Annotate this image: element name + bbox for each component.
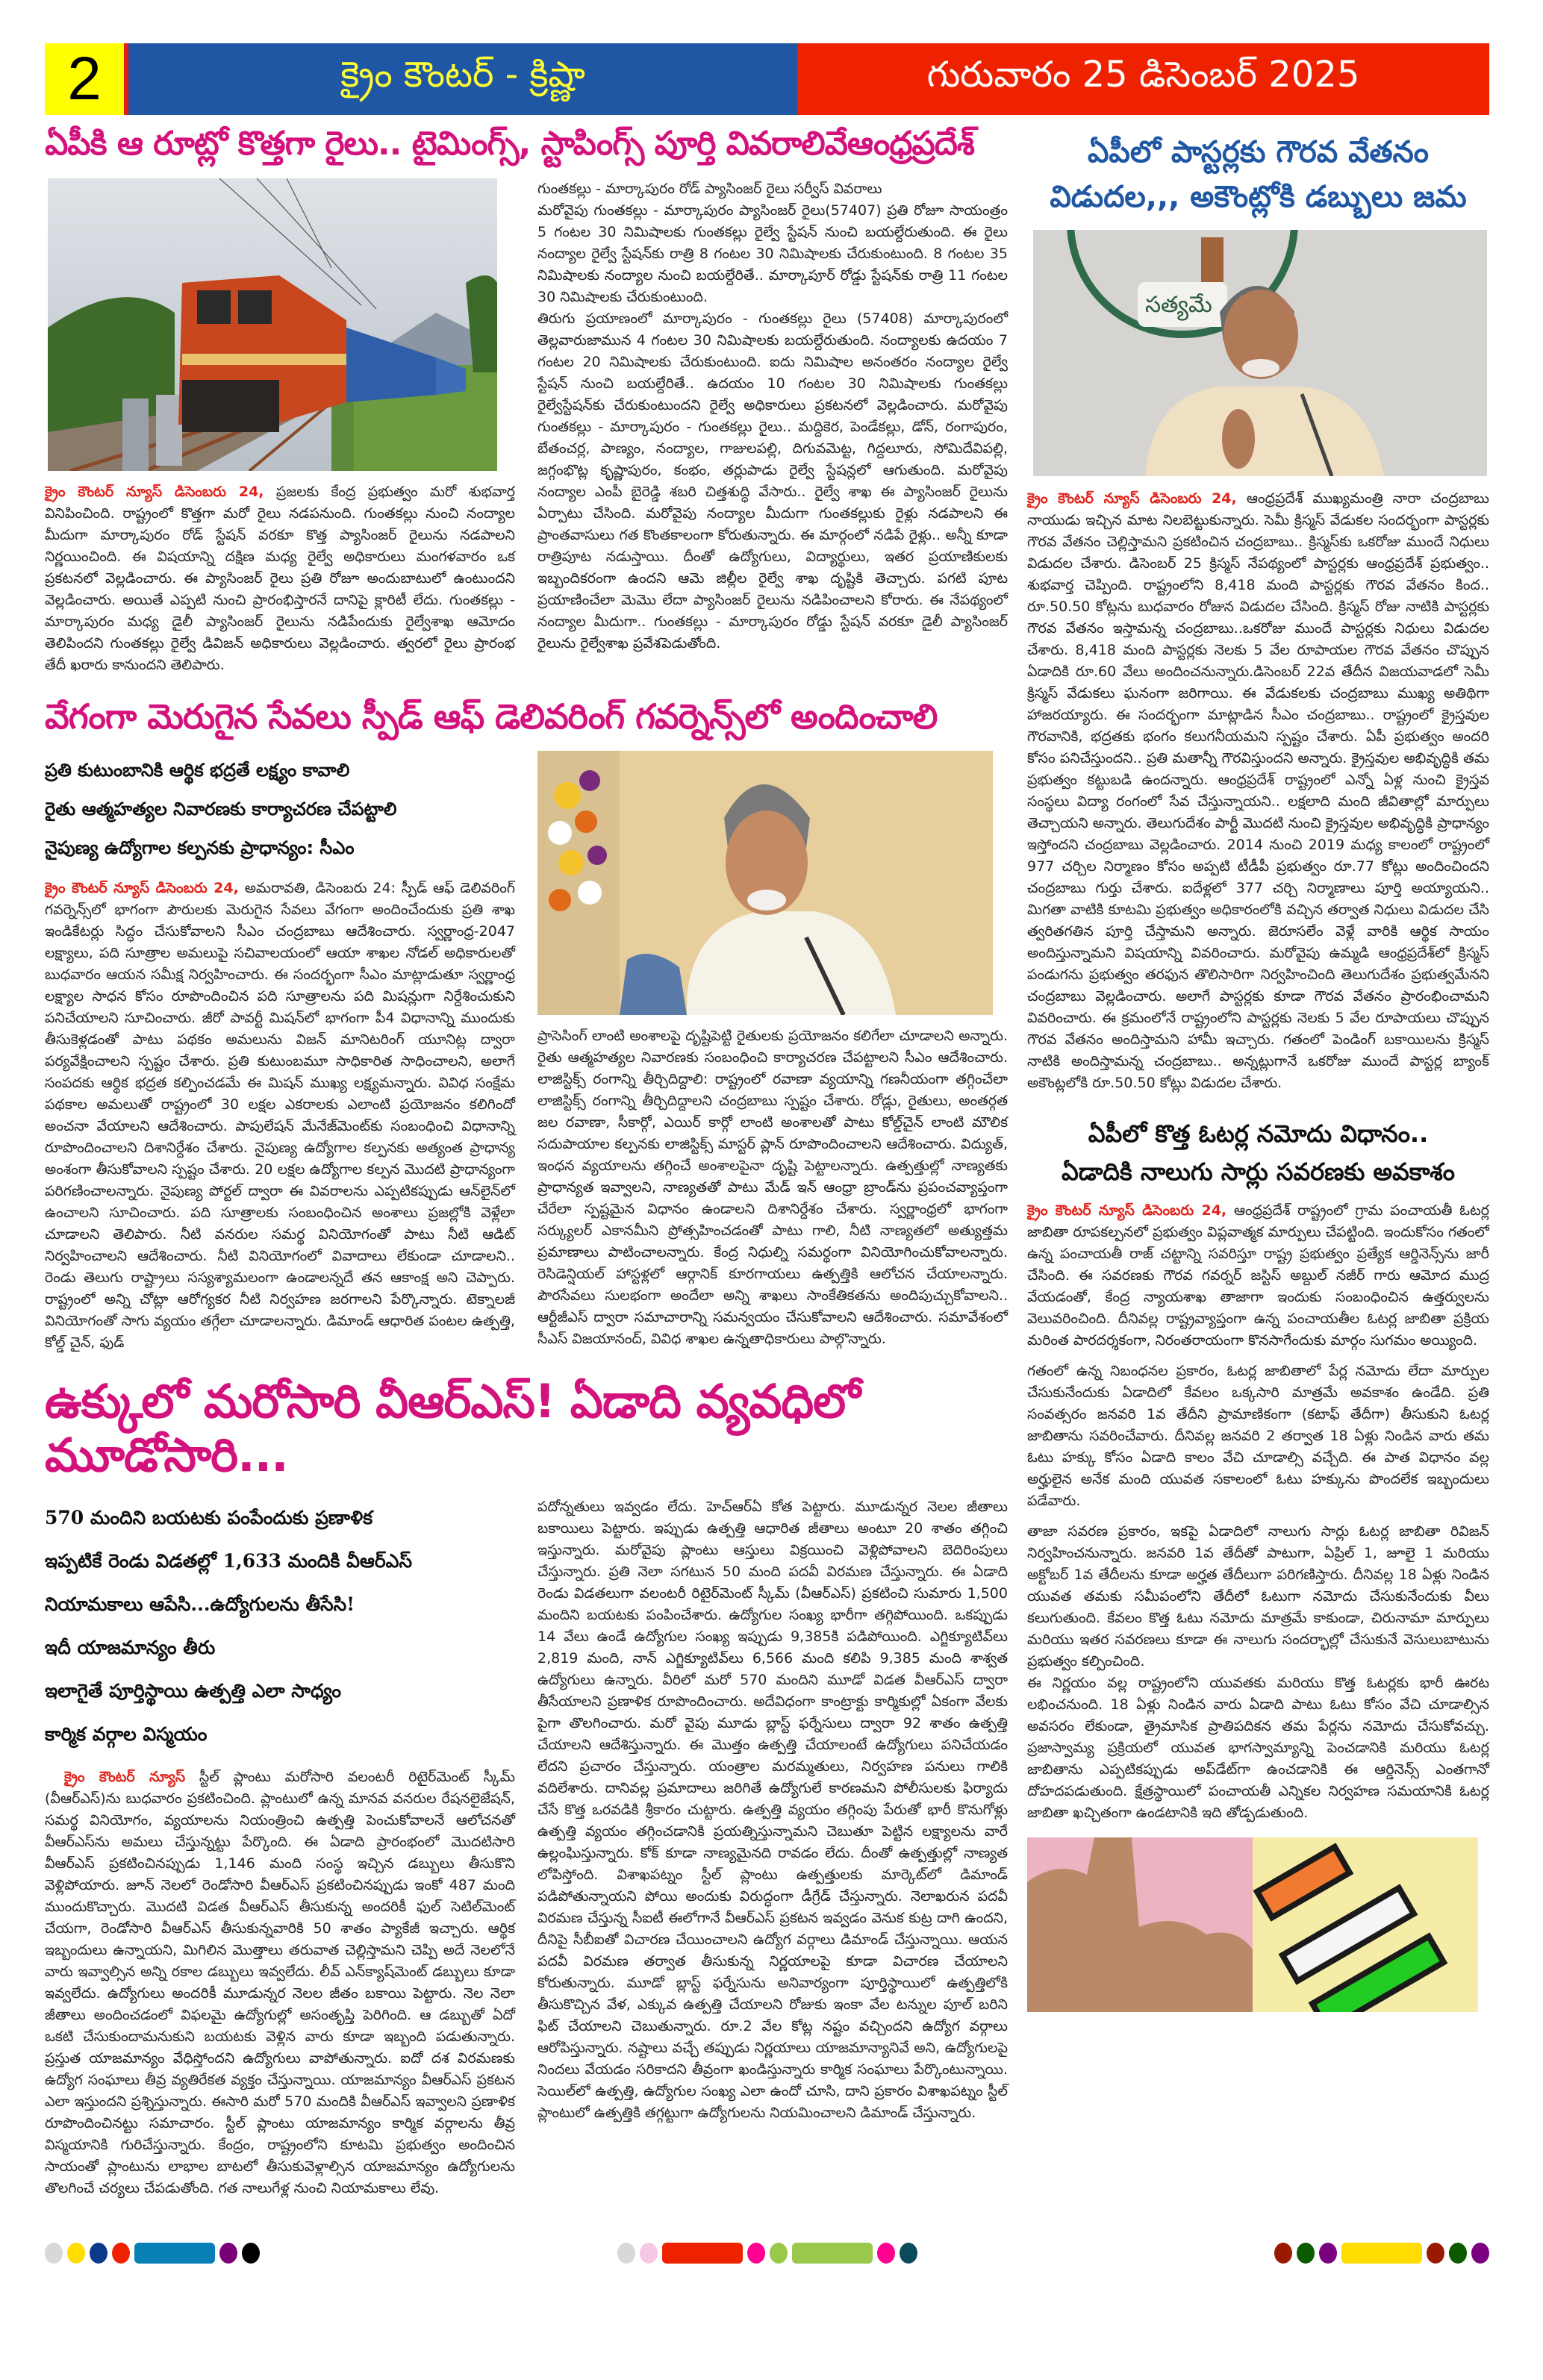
pastors-article-body — [1027, 488, 1489, 1094]
footer-color-dot — [67, 2243, 85, 2264]
vrs-article — [45, 1375, 1008, 2199]
footer-color-block — [134, 2243, 215, 2264]
footer-color-dot — [90, 2243, 107, 2264]
footer-dots-row — [45, 2243, 1489, 2264]
governance-article-col2 — [537, 1025, 1008, 1350]
voters-p2: గతంలో ఉన్న నిబంధనల ప్రకారం, ఓటర్ల జాబితాలో పేర్ల నమోదు లేదా మార్పుల చేసుకునేందుకు ఏడాదిలో కేవలం ఒక్కసారి మాత్రమే అవకాశం ఉండేది. ప్రతి సంవత్సరం జనవరి 1వ తేదీని ప్రామాణికంగా (కటాఫ్ తేదీగా) తీసుకుని ఓటర్ల జాబితాను సవరించేవారు. దీనివల్ల జనవరి 2 తర్వాత 18 ఏళ్లు నిండిన వారు తమ ఓటు హక్కు కోసం ఏడాది కాలం వేచి చూడాల్సి వచ్చేది. ఈ పాత విధానం వల్ల అర్హులైన అనేక మంది యువత సకాలంలో ఓటు హక్కును పొందలేక ఇబ్బందులు పడేవారు. — [1027, 1363, 1489, 1510]
footer-color-block — [662, 2243, 743, 2264]
masthead-date: గురువారం 25 డిసెంబర్ 2025 — [797, 43, 1489, 115]
vrs-col1-text: స్టీల్ ప్లాంటు మరోసారి వలంటరీ రిటైర్‌మెంట్ స్కీమ్ (వీఆర్ఎస్)ను బుధవారం ప్రకటించింది. ప్లాంటులో ఉన్న మానవ వనరుల రేషనలైజేషన్, సమర్థ వినియోగం, వ్యయాలను నియంత్రించి ఉత్పత్తి పెంచుకోవాలనే ఆలోచనతో వీఆర్ఎస్‌ను అమలు చేస్తున్నట్టు పేర్కొంది. ఈ ఏడాది ప్రారంభంలో మొదటిసారి వీఆర్ఎస్ ప్రకటించినప్పుడు 1,146 మంది సంస్థ ఇచ్చిన డబ్బులు తీసుకొని వెళ్లిపోయారు. జూన్ నెలలో రెండోసారి వీఆర్ఎస్ ప్రకటించినప్పుడు ఇంకో 487 మంది ముందుకొచ్చారు. మొదటి విడత వీఆర్ఎస్ తీసుకున్న అందరికీ ఫుల్ సెటిల్‌మెంట్ చేయగా, రెండోసారి వీఆర్ఎస్ తీసుకున్నవారికి 50 శాతం ప్యాకేజీ ఇచ్చారు. ఆర్థిక ఇబ్బందులు ఉన్నాయని, మిగిలిన మొత్తాలు తరువాత చెల్లిస్తామని చెప్పి అదే నెలలోనే వారు ఇవ్వాల్సిన అన్ని రకాల డబ్బులు ఇవ్వలేదు. లీవ్ ఎన్‌క్యాష్‌మెంట్ డబ్బులు కూడా ఇవ్వలేదు. ఉద్యోగులు అందరికీ మూడున్నర నెలల జీతం బకాయి పెట్టారు. నెల నెలా జీతాలు అందించడంలో విఫలమై ఉద్యోగుల్లో అసంతృప్తి పెరిగింది. ఆ డబ్బుతో ఏదో ఒకటి చేసుకుందామనుకుని బయటకు వెళ్లిన వారు కూడా ఇబ్బంది పడుతున్నారు. ప్రస్తుత యాజమాన్యం వేధిస్తోందని ఉద్యోగులు వాపోతున్నారు. ఐదో దశ విరమణకు ఉద్యోగ సంఘాలు తీవ్ర వ్యతిరేకత వ్యక్తం చేస్తున్నాయి. యాజమాన్యం వీఆర్ఎస్ ప్రకటన ఎలా ఇస్తుందని ప్రశ్నిస్తున్నారు. ఈసారి మరో 570 మందికి వీఆర్ఎస్ ఇవ్వాలని ప్రణాళిక రూపొందించినట్టు సమాచారం. స్టీల్ ప్లాంటు యాజమాన్యం కార్మిక వర్గాలను తీవ్ర విస్మయానికి గురిచేస్తున్నారు. కేంద్రం, రాష్ట్రంలోని కూటమి ప్రభుత్వం అందించిన సాయంతో ప్లాంటును లాభాల బాటలో తీసుకువెళ్లాల్సిన యాజమాన్యం ఉద్యోగులను తొలగించే చర్యలు చేపడుతోంది. గత నాలుగేళ్ల నుంచి నియామకాలు లేవు. — [45, 1769, 515, 2197]
train-lead-text: ప్రజలకు కేంద్ర ప్రభుత్వం మరో శుభవార్త వినిపించింది. రాష్ట్రంలో కొత్తగా మరో రైలు నడపనుంది. గుంతకల్లు నుంచి నంద్యాల మీదుగా మార్కాపురం రోడ్ స్టేషన్ వరకూ కొత్త ప్యాసింజర్ రైలును నడపాలని నిర్ణయించింది. ఈ విషయాన్ని దక్షిణ మధ్య రైల్వే అధికారులు మంగళవారం ఒక ప్రకటనలో వెల్లడించారు. ఈ ప్యాసింజర్ రైలు ప్రతి రోజూ అందుబాటులో ఉంటుందని వెల్లడించారు. అయితే ఎప్పటి నుంచి ప్రారంభిస్తారనే దానిపై క్లారిటీ లేదు. గుంతకల్లు - మార్కాపురం మధ్య డైలీ ప్యాసింజర్ రైలును నడిపేందుకు రైల్వేశాఖ ఆమోదం తెలిపిందని గుంతకల్లు రైల్వే డివిజన్ అధికారులు వెల్లడించారు. త్వరలో రైలు ప్రారంభ తేదీ ఖరారు కానుందని తెలిపారు. — [45, 483, 515, 673]
footer-color-dot — [1319, 2243, 1337, 2264]
footer-color-dot — [617, 2243, 635, 2264]
governance-col2-text: ప్రాసెసింగ్ లాంటి అంశాలపై దృష్టిపెట్టి రైతులకు ప్రయోజనం కలిగేలా చూడాలని అన్నారు. రైతు ఆత్మహత్యల నివారణకు సంబంధించి కార్యాచరణ చేపట్టాలని సీఎం ఆదేశించారు. లాజిస్టిక్స్ రంగాన్ని తీర్చిదిద్దాలి: రాష్ట్రంలో రవాణా వ్యయాన్ని గణనీయంగా తగ్గించేలా లాజిస్టిక్స్ రంగాన్ని తీర్చిదిద్దాలని చంద్రబాబు స్పష్టం చేశారు. రోడ్లు, రైతులు, అంతర్గత జల రవాణా, సీకార్గో, ఎయిర్ కార్గో లాంటి అంశాలతో పాటు కోల్డ్‌చైన్ లాంటి మౌలిక సదుపాయాల కల్పనకు లాజిస్టిక్స్ మాస్టర్ ప్లాన్ రూపొందించాలని ఆదేశించారు. విద్యుత్, ఇంధన వ్యయాలను తగ్గించే అంశాలపైనా దృష్టి పెట్టాలన్నారు. ఉత్పత్తుల్లో నాణ్యతకు ప్రాధాన్యత ఇవ్వాలని, నాణ్యతతో పాటు మేడ్ ఇన్ ఆంధ్రా బ్రాండ్‌ను ప్రపంచవ్యాప్తంగా చేరేలా స్పష్టమైన విధానం ఉండాలని దిశానిర్దేశం చేశారు. స్వర్ణాంధ్రలో భాగంగా సర్క్యులర్ ఎకానమీని ప్రోత్సహించడంతో పాటు గాలి, నీటి నాణ్యతలో అత్యుత్తమ ప్రమాణాలు పాటించాలన్నారు. కేంద్ర నిధుల్ని సమర్థంగా వినియోగించుకోవాలన్నారు. రెసిడెన్షియల్ హాస్టళ్లలో ఆర్గానిక్ కూరగాయలు ఉత్పత్తికి ఆలోచన చేయాలన్నారు. పౌరసేవలు సులభంగా అందేలా అన్ని శాఖలు సాంకేతికతను అందిపుచ్చుకోవాలని.. ఆర్టీజీఎస్ ద్వారా సమాచారాన్ని సమన్వయం చేసుకోవాలని ఆదేశించారు. సమావేశంలో సీఎస్ విజయానంద్, వివిధ శాఖల ఉన్నతాధికారులు పాల్గొన్నారు. — [537, 1028, 1008, 1348]
footer-dots-center — [617, 2243, 917, 2264]
voters-photo — [1027, 1837, 1478, 2012]
footer-color-block — [1341, 2243, 1422, 2264]
footer-color-dot — [877, 2243, 895, 2264]
cm-meeting-image — [537, 751, 993, 1015]
dateline: క్రైం కౌంటర్ న్యూస్ డిసెంబరు 24, — [1027, 490, 1237, 507]
voters-p1: ఆంధ్రప్రదేశ్ రాష్ట్రంలో గ్రామ పంచాయతీ ఓటర్ల జాబితా రూపకల్పనలో ప్రభుత్వం విప్లవాత్మక మార్పులు చేపట్టింది. ఇందుకోసం గతంలో ఉన్న పంచాయతీ రాజ్ చట్టాన్ని సవరిస్తూ రాష్ట్ర ప్రభుత్వం ప్రత్యేక ఆర్డినెన్స్‌ను జారీ చేసింది. ఈ సవరణకు గౌరవ గవర్నర్ జస్టిస్ అబ్దుల్ నజీర్ గారు ఆమోద ముద్ర వేయడంతో, కేంద్ర న్యాయశాఖ తాజాగా ఇందుకు సంబంధించిన ఉత్తర్వులను వెలువరించింది. దీనివల్ల రాష్ట్రవ్యాప్తంగా ఉన్న పంచాయతీల ఓటర్ల జాబితా ప్రక్రియ మరింత పారదర్శకంగా, నిరంతరాయంగా కొనసాగేందుకు మార్గం సుగమం అయ్యింది. — [1027, 1202, 1489, 1349]
dateline-short: క్రైం కౌంటర్ న్యూస్ — [64, 1769, 186, 1786]
train-article — [45, 125, 1008, 676]
footer-color-dot — [219, 2243, 237, 2264]
footer-color-dot — [1274, 2243, 1292, 2264]
governance-col1-text: అమరావతి, డిసెంబరు 24: స్పీడ్ ఆఫ్ డెలివరింగ్ గవర్నెన్స్‌లో భాగంగా పౌరులకు మెరుగైన సేవలు వేగంగా అందించేందుకు ప్రతి శాఖ ఇండికేటర్లు సిద్ధం చేసుకోవాలని సీఎం చంద్రబాబు ఆదేశించారు. స్వర్ణాంధ్ర-2047 లక్ష్యాలు, పది సూత్రాల అమలుపై సచివాలయంలో ఆయా శాఖల నోడల్ అధికారులతో బుధవారం ఆయన సమీక్ష నిర్వహించారు. ఈ సందర్భంగా సీఎం మాట్లాడుతూ స్వర్ణాంధ్ర లక్ష్యాల సాధన కోసం రూపొందించిన పది సూత్రాలను పది మిషన్లుగా నిర్దేశించుకుని పనిచేయాలని సూచించారు. జీరో పావర్టీ మిషన్‌లో భాగంగా పీ4 విధానాన్ని ముందుకు తీసుకెళ్లడంతో పాటు పథకం అమలును విజన్ మానిటరింగ్ యూనిట్ల ద్వారా పర్యవేక్షించాలని స్పష్టం చేశారు. ప్రతి కుటుంబమూ సాధికారిత సాధించాలని, అలాగే సంపదకు ఆర్థిక భద్రత కల్పించడమే ఈ మిషన్ ముఖ్య లక్ష్యమన్నారు. వివిధ సంక్షేమ పథకాల అమలుతో రాష్ట్రంలో 30 లక్షల ఎకరాలకు ఎలాంటి ప్రయోజనం కలిగిందో అంచనా వేయాలని ఆదేశించారు. పాపులేషన్ మేనేజ్‌మెంట్‌కు సంబంధించి విధానాన్ని రూపొందించాలని దిశానిర్దేశం చేశారు. నైపుణ్య ఉద్యోగాల కల్పనకు అత్యంత ప్రాధాన్య అంశంగా తీసుకోవాలని స్పష్టం చేశారు. 20 లక్షల ఉద్యోగాల కల్పన మొదటి ప్రాధాన్యంగా పరిగణించాలన్నారు. నైపుణ్య పోర్టల్ ద్వారా ఈ వివరాలను ఎప్పటికప్పుడు ఆన్‌లైన్‌లో ఉంచాలని సూచించారు. పది సూత్రాలకు సంబంధించిన అంశాలు ప్రజల్లోకి వెళ్లేలా చూడాలని తెలిపారు. నీటి వనరుల సమర్థ వినియోగంతో పాటు నీటి ఆడిట్ నిర్వహించాలని ఆదేశించారు. నీటి వినియోగంలో వివాదాలు లేకుండా చూడాలని.. రెండు తెలుగు రాష్ట్రాలు సస్యశ్యామలంగా ఉండాలన్నదే తన ఆకాంక్ష అని చెప్పారు. రాష్ట్రంలో అన్ని చోట్లా ఆరోగ్యకర నీటి నిర్వహణ జరగాలని పేర్కొన్నారు. టెక్నాలజీ వినియోగంతో సాగు వ్యయం తగ్గేలా చూడాలన్నారు. డిమాండ్ ఆధారిత పంటల ఉత్పత్తి, కోల్డ్ చైన్, ఫుడ్ — [45, 880, 515, 1352]
vrs-subdeck: 570 మందిని బయటకు పంపేందుకు ప్రణాళిక — [45, 1507, 373, 1529]
footer-color-dot — [112, 2243, 130, 2264]
governance-article-col1 — [45, 878, 515, 1354]
dateline: క్రైం కౌంటర్ న్యూస్ డిసెంబరు 24, — [45, 483, 264, 500]
train-schedule-p2: తిరుగు ప్రయాణంలో మార్కాపురం - గుంతకల్లు రైలు (57408) మార్కాపురంలో తెల్లవారుజామున 4 గంటల 30 నిమిషాలకు బయల్దేరుతుంది. నంద్యాలకు ఉదయం 7 గంటల 20 నిమిషాలకు చేరుకుంటుంది. ఐదు నిమిషాల అనంతరం నంద్యాల రైల్వే స్టేషన్ నుంచి బయల్దేరితే.. ఉదయం 10 గంటల 30 నిమిషాలకు గుంతకల్లు రైల్వేస్టేషన్‌కు చేరుకుంటుందని రైల్వే అధికారులు ప్రకటనలో వెల్లడించారు. మరోవైపు గుంతకల్లు - మార్కాపురం - గుంతకల్లు రైలు.. మద్దికెర, పెండేకల్లు, డోన్, రంగాపురం, బేతంచర్ల, పాణ్యం, నంద్యాల, గాజులపల్లి, దిగువమెట్ట, గిద్దలూరు, సోమిదేవిపల్లి, జగ్గంభొట్ల కృష్ణాపురం, కంభం, తర్లుపాడు రైల్వే స్టేషన్లలో ఆగుతుంది. మరోవైపు నంద్యాల ఎంపీ బైరెడ్డి శబరి చిత్తశుద్ధి వేసారు.. రైల్వే శాఖ ఈ ప్యాసింజర్ రైలును ఏర్పాటు చేసింది. మరోవైపు నంద్యాల మీదుగా గుంతకల్లుకు రైళ్లు నడపాలని ఈ ప్రాంతవాసులు గత కొంతకాలంగా కోరుతున్నారు. ఈ మార్గంలో నడిపే రైళ్లు.. అన్నీ కూడా రాత్రిపూట నడుస్తాయి. దీంతో ఉద్యోగులు, విద్యార్థులు, ఇతర ప్రయాణికులకు ఇబ్బందికరంగా ఉందని ఆమె జిల్లీల రైల్వే శాఖ దృష్టికి తెచ్చారు. పగటి పూట ప్రయాణించేలా మెమొ లేదా ప్యాసింజర్ రైలును నడిపించాలని కోరారు. ఈ నేపథ్యంలో నంద్యాల మీదుగా.. గుంతకల్లు - మార్కాపురం రోడ్డు స్టేషన్ వరకూ డైలీ ప్యాసింజర్ రైలును రైల్వేశాఖ ప్రవేశపెడుతోంది. — [537, 310, 1008, 652]
masthead-title: క్రైం కౌంటర్ - క్రిష్ణా — [128, 43, 797, 115]
voters-p3: తాజా సవరణ ప్రకారం, ఇకపై ఏడాదిలో నాలుగు సార్లు ఓటర్ల జాబితా రివిజన్ నిర్వహించనున్నారు. జనవరి 1వ తేదీతో పాటుగా, ఏప్రిల్ 1, జూలై 1 మరియు అక్టోబర్ 1వ తేదీలను కూడా అర్హత తేదీలుగా పరిగణిస్తారు. దీనివల్ల 18 ఏళ్లు నిండిన యువత తమకు సమీపంలోని తేదీలో ఓటుగా నమోదు చేసుకునేందుకు వీలు కలుగుతుంది. కేవలం కొత్త ఓటు నమోదు మాత్రమే కాకుండా, చిరునామా మార్పులు మరియు ఇతర సవరణలు కూడా ఈ నాలుగు సందర్భాల్లో చేసుకునే వెసులుబాటును ప్రభుత్వం కల్పించింది. — [1027, 1523, 1489, 1670]
voters-article-body — [1027, 1200, 1489, 1824]
vrs-subdeck: ఇదీ యాజమాన్యం తీరు — [45, 1637, 216, 1659]
voters-article — [1027, 1115, 1489, 2012]
governance-subdeck: నైపుణ్య ఉద్యోగాల కల్పనకు ప్రాధాన్యం: సీఎం — [45, 837, 355, 859]
voters-headline-line1: ఏపీలో కొత్త ఓటర్ల నమోదు విధానం.. — [1088, 1119, 1429, 1148]
pastors-headline — [1027, 130, 1489, 219]
train-image — [48, 178, 497, 471]
governance-article — [45, 697, 1008, 1355]
governance-column-2 — [537, 751, 1008, 1350]
dateline: క్రైం కౌంటర్ న్యూస్ డిసెంబరు 24, — [45, 880, 239, 897]
vrs-subdeck: కార్మిక వర్గాల విస్మయం — [45, 1723, 208, 1746]
footer-color-dot — [640, 2243, 658, 2264]
footer-color-dot — [45, 2243, 63, 2264]
governance-subdeck: ప్రతి కుటుంబానికి ఆర్థిక భద్రతే లక్ష్యం కావాలి — [45, 760, 350, 781]
train-headline: ఏపీకి ఆ రూట్లో కొత్తగా రైలు.. టైమింగ్స్, స్టాపింగ్స్ పూర్తి వివరాలివేఆంధ్రప్రదేశ్ — [45, 125, 974, 163]
footer-color-dot — [1297, 2243, 1315, 2264]
footer-color-dot — [1471, 2243, 1489, 2264]
vrs-subdecks — [45, 1496, 515, 1756]
train-schedule-heading: గుంతకల్లు - మార్కాపురం రోడ్ ప్యాసింజర్ రైలు సర్వీస్ వివరాలు — [537, 180, 882, 197]
train-article-lead — [45, 481, 515, 676]
masthead — [45, 43, 1489, 115]
vrs-subdeck: ఇప్పటికే రెండు విడతల్లో 1,633 మందికి వీఆర్ఎస్ — [45, 1550, 413, 1572]
footer-dots-left — [45, 2243, 260, 2264]
vrs-article-col2 — [537, 1496, 1008, 2124]
pastors-headline-line1: ఏపీలో పాస్టర్లకు గౌరవ వేతనం — [1087, 135, 1430, 169]
footer-color-dot — [900, 2243, 917, 2264]
seal-text: సత్యమే — [1145, 292, 1212, 318]
train-column-2 — [537, 178, 1008, 655]
page-number: 2 — [45, 43, 128, 115]
governance-headline: వేగంగా మెరుగైన సేవలు స్పీడ్ ఆఫ్ డెలివరింగ్ గవర్నెన్స్‌లో అందించాలి — [45, 696, 938, 737]
vrs-column-1 — [45, 1496, 515, 2199]
voters-headline — [1027, 1115, 1489, 1191]
pastors-photo — [1033, 230, 1487, 476]
voters-headline-line2: ఏడాదికి నాలుగు సార్లు సవరణకు అవకాశం — [1061, 1158, 1456, 1187]
governance-subdeck: రైతు ఆత్మహత్యల నివారణకు కార్యాచరణ చేపట్టాలి — [45, 799, 397, 820]
governance-photo — [537, 751, 993, 1015]
pastors-body-text: ఆంధ్రప్రదేశ్ ముఖ్యమంత్రి నారా చంద్రబాబు నాయుడు ఇచ్చిన మాట నిలబెట్టుకున్నారు. సెమీ క్రిస్మస్ వేడుకల సందర్భంగా పాస్టర్లకు గౌరవ వేతనం చెల్లిస్తామని ప్రకటించిన చంద్రబాబు.. క్రిస్మస్‌కు ఒకరోజు ముందే నిధులు విడుదల చేశారు. డిసెంబర్ 25 క్రిస్మస్ నేపథ్యంలో పాస్టర్లకు ఆంధ్రప్రదేశ్ ప్రభుత్వం.. శుభవార్త చెప్పింది. రాష్ట్రంలోని 8,418 మంది పాస్టర్లకు గౌరవ వేతనం కింద.. రూ.50.50 కోట్లను బుధవారం రోజున విడుదల చేసింది. క్రిస్మస్ రోజు నాటికి పాస్టర్లకు గౌరవ వేతనం ఇస్తామన్న చంద్రబాబు..ఒకరోజు ముందే పాస్టర్లకు నిధులు విడుదల చేశారు. 8,418 మంది పాస్టర్లకు నెలకు 5 వేల రూపాయల గౌరవ వేతనం చొప్పున ఏడాదికి రూ.60 వేలు అందించనున్నారు.డిసెంబర్ 22వ తేదీన విజయవాడలో సెమీ క్రిస్మస్ వేడుకలు ఘనంగా జరిగాయి. ఈ వేడుకలకు చంద్రబాబు ముఖ్య అతిథిగా హాజరయ్యారు. ఈ సందర్భంగా మాట్లాడిన సీఎం చంద్రబాబు.. రాష్ట్రంలో క్రైస్తవుల గౌరవానికి, భద్రతకు భంగం కలుగనీయమని స్పష్టం చేశారు. ఏపీ ప్రభుత్వం అందరి కోసం పనిచేస్తుందని.. ప్రతి మతాన్నీ గౌరవిస్తుందని అన్నారు. క్రైస్తవుల అభివృద్ధికి తమ ప్రభుత్వం కట్టుబడి ఉందన్నారు. ఆంధ్రప్రదేశ్ రాష్ట్రంలో ఎన్నో ఏళ్ల నుంచి క్రైస్తవ సంస్థలు విద్యా రంగంలో సేవ చేస్తున్నాయని.. లక్షలాది మంది జీవితాల్లో మార్పులు తెచ్చాయని అన్నారు. తెలుగుదేశం పార్టీ మొదటి నుంచి క్రైస్తవుల అభివృద్ధికి ప్రాధాన్యం ఇస్తోందని చంద్రబాబు వెల్లడించారు. 2014 నుంచి 2019 మధ్య కాలంలో రాష్ట్రంలో 977 చర్చిల నిర్మాణం కోసం అప్పటి టీడీపీ ప్రభుత్వం రూ.77 కోట్లు అందించిందని చంద్రబాబు గుర్తు చేశారు. ఐదేళ్లలో 377 చర్చి నిర్మాణాలు పూర్తి అయ్యాయని.. మిగతా వాటికి కూటమి ప్రభుత్వం అధికారంలోకి వచ్చిన తర్వాత నిధులు విడుదల చేసి త్వరితగతిన పూర్తి చేస్తామని అన్నారు. జెరూసలేం వెళ్లే వారికి ఆర్థిక సాయం అందిస్తున్నామని విషయాన్ని వివరించారు. మరోవైపు ఉమ్మడి ఆంధ్రప్రదేశ్‌లో క్రిస్మస్ పండుగను ప్రభుత్వం తరఫున తొలిసారిగా నిర్వహించింది తెలుగుదేశం ప్రభుత్వమేనని చంద్రబాబు వెల్లడించారు. అలాగే పాస్టర్లకు కూడా గౌరవ వేతనం ప్రారంభించామని వివరించారు. ఈ క్రమంలోనే రాష్ట్రంలోని పాస్టర్లకు నెలకు 5 వేల రూపాయలు చొప్పున గౌరవ వేతనం అందిస్తామని హామీ ఇచ్చారు. గతంలో పెండింగ్ బకాయిలను క్రిస్మస్ నాటికి అందిస్తామన్న చంద్రబాబు.. అన్నట్లుగానే ఒకరోజు ముందే పాస్టర్ల బ్యాంక్ అకౌంట్లలోకి రూ.50.50 కోట్లు విడుదల చేశారు. — [1027, 490, 1489, 1091]
train-schedule-p1: మరోవైపు గుంతకల్లు - మార్కాపురం ప్యాసింజర్ రైలు(57407) ప్రతి రోజూ సాయంత్రం 5 గంటల 30 నిమిషాలకు గుంతకల్లు రైల్వే స్టేషన్ నుంచి బయల్దేరుతుంది. ఈ రైలు నంద్యాల రైల్వే స్టేషన్‌కు రాత్రి 8 గంటల 30 నిమిషాలకు చేరుకుంటుంది. 8 గంటల 35 నిమిషాలకు నంద్యాల నుంచి బయల్దేరితే.. మార్కాపూర్ రోడ్డు స్టేషన్‌కు రాత్రి 11 గంటల 30 నిమిషాలకు చేరుకుంటుంది. — [537, 202, 1008, 305]
vrs-columns — [45, 1496, 1008, 2199]
train-photo — [48, 178, 497, 471]
vrs-subdeck: ఇలాగైతే పూర్తిస్థాయి ఉత్పత్తి ఎలా సాధ్యం — [45, 1680, 342, 1702]
footer-color-dot — [242, 2243, 260, 2264]
vrs-subdeck: నియామకాలు ఆపేసి...ఉద్యోగులను తీసేసి! — [45, 1593, 355, 1616]
vrs-article-col1 — [45, 1767, 515, 2199]
page-grid — [45, 125, 1498, 2220]
governance-columns — [45, 751, 1008, 1354]
vrs-headline: ఉక్కులో మరోసారి వీఆర్ఎస్! ఏడాది వ్యవధిలో మూడోసారి... — [45, 1374, 860, 1482]
footer-color-dot — [747, 2243, 765, 2264]
governance-column-1 — [45, 751, 515, 1354]
right-zone — [1027, 125, 1489, 2033]
dateline: క్రైం కౌంటర్ న్యూస్ డిసెంబరు 24, — [1027, 1202, 1227, 1219]
voters-p4: ఈ నిర్ణయం వల్ల రాష్ట్రంలోని యువతకు మరియు కొత్త ఓటర్లకు భారీ ఊరట లభించనుంది. 18 ఏళ్లు నిండిన వారు ఏడాది పాటు ఓటు కోసం వేచి చూడాల్సిన అవసరం లేకుండా, త్రైమాసిక ప్రాతిపదికన తమ పేర్లను నమోదు చేసుకోవచ్చు. ప్రజాస్వామ్య ప్రక్రియలో యువత భాగస్వామ్యాన్ని పెంచడానికి మరియు ఓటర్ల జాబితాను ఎప్పటికప్పుడు అప్‌డేట్‌గా ఉంచడానికి ఈ ఆర్డినెన్స్ ఎంతగానో దోహదపడుతుంది. క్షేత్రస్థాయిలో పంచాయతీ ఎన్నికల నిర్వహణ సమయానికి ఓటర్ల జాబితా ఖచ్చితంగా ఉండటానికి ఇది తోడ్పడుతుంది. — [1027, 1675, 1489, 1822]
train-column-1 — [45, 178, 515, 676]
governance-subdecks — [45, 751, 515, 867]
train-columns — [45, 178, 1008, 676]
footer-color-dot — [1449, 2243, 1467, 2264]
footer-color-dot — [1427, 2243, 1444, 2264]
voting-finger-image — [1027, 1837, 1478, 2012]
footer-color-dot — [770, 2243, 788, 2264]
pastors-article — [1027, 125, 1489, 1094]
footer-dots-right — [1274, 2243, 1489, 2264]
left-zone — [45, 125, 1008, 2220]
footer-color-block — [792, 2243, 873, 2264]
vrs-col2-text: పదోన్నతులు ఇవ్వడం లేదు. హెచ్ఆర్ఏ కోత పెట్టారు. మూడున్నర నెలల జీతాలు బకాయిలు పెట్టారు. ఇప్పుడు ఉత్పత్తి ఆధారిత జీతాలు అంటూ 20 శాతం తగ్గించి ఇస్తున్నారు. మరోవైపు ప్లాంటు ఆస్తులు విక్రయించి వెళ్లిపోవాలని బెదిరింపులు చేస్తున్నారు. ప్రతి నెలా సగటున 50 మంది పదవీ విరమణ చేస్తున్నారు. ఈ ఏడాది రెండు విడతలుగా వలంటరీ రిటైర్‌మెంట్ స్కీమ్ (వీఆర్ఎస్) ప్రకటించి సుమారు 1,500 మందిని బయటకు పంపించేశారు. ఉద్యోగుల సంఖ్య భారీగా తగ్గిపోయింది. ఒకప్పుడు 14 వేలు ఉండే ఉద్యోగుల సంఖ్య ఇప్పుడు 9,385కి పడిపోయింది. ఎగ్జిక్యూటివ్‌లు 2,819 మంది, నాన్ ఎగ్జిక్యూటివ్‌లు 6,566 మంది కలిపి 9,385 మంది శాశ్వత ఉద్యోగులు ఉన్నారు. వీరిలో మరో 570 మందిని మూడో విడత వీఆర్ఎస్ ద్వారా తీసేయాలని ప్రణాళిక రూపొందించారు. అదేవిధంగా కాంట్రాక్టు కార్మికుల్లో ఏకంగా వేలకు పైగా తొలగించారు. మరో వైపు మూడు బ్లాస్ట్ ఫర్నేసులు ద్వారా 92 శాతం ఉత్పత్తి చేయాలని ఆదేశిస్తున్నారు. ఈ మొత్తం ఉత్పత్తి చేయాలంటే ఉద్యోగులు పనిచేయడం లేదని ప్రచారం చేస్తున్నారు. యంత్రాల మరమ్మతులు, నిర్వహణ పనులు గాలికి వదిలేశారు. దానివల్ల ప్రమాదాలు జరిగితే ఉద్యోగులే కారణమని పోలీసులకు ఫిర్యాదు చేసే కొత్త ఒరవడికి శ్రీకారం చుట్టారు. ఉత్పత్తి వ్యయం తగ్గింపు పేరుతో భారీ కొనుగోళ్లు ఉత్పత్తి వ్యయం తగ్గించడానికి ప్రయత్నిస్తున్నామని చెబుతూ పెట్టిన లక్ష్యాలను వారే ఉల్లంఘిస్తున్నారు. కోక్ కూడా నాణ్యమైనది రావడం లేదు. దీంతో ఉత్పత్తుల్లో నాణ్యత లోపిస్తోంది. విశాఖపట్నం స్టీల్ ప్లాంటు ఉత్పత్తులకు మార్కెట్‌లో డిమాండ్ పడిపోతున్నాయని పోయి అందుకు విరుద్ధంగా డీగ్రేడ్ చేస్తున్నారు. నెలాఖరున పదవీ విరమణ చేస్తున్న సీఐటీ ఈలోగానే వీఆర్ఎస్ ప్రకటన ఇవ్వడం వెనుక కుట్ర దాగి ఉందని, దీనిపై సీబీఐతో విచారణ చేయించాలని ఉద్యోగ వర్గాలు డిమాండ్ చేస్తున్నాయి. ఆయన పదవీ విరమణ తర్వాత తీసుకున్న నిర్ణయాలపై కూడా విచారణ చేయాలని కోరుతున్నారు. మూడో బ్లాస్ట్ ఫర్నేసును అనివార్యంగా పూర్తిస్థాయిలో ఉత్పత్తిలోకి తీసుకొచ్చిన వేళ, ఎక్కువ ఉత్పత్తి చేయాలని రోజుకు ఇంకా వేల టన్నుల పూల్ బరిని ఫిట్ చేయాలని చెబుతున్నారు. రూ.2 వేల కోట్ల నష్టం వచ్చిందని ఉద్యోగ వర్గాలు ఆరోపిస్తున్నారు. నష్టాలు వచ్చే తప్పుడు నిర్ణయాలు యాజమాన్యానివే అని, ఉద్యోగులపై నిందలు వేయడం సరికాదని తీవ్రంగా ఖండిస్తున్నారు కార్మిక సంఘాలు పేర్కొంటున్నాయి. సెయిల్‌లో ఉత్పత్తి, ఉద్యోగుల సంఖ్య ఎలా ఉందో చూసి, దాని ప్రకారం విశాఖపట్నం స్టీల్ ప్లాంటులో ఉత్పత్తికి తగ్గట్టుగా ఉద్యోగులను నియమించాలని డిమాండ్ చేస్తున్నారు. — [537, 1499, 1008, 2122]
pastors-headline-line2: విడుదల,,, అకౌంట్లోకి డబ్బులు జమ — [1050, 180, 1467, 214]
cm-portrait-image — [1033, 230, 1487, 476]
